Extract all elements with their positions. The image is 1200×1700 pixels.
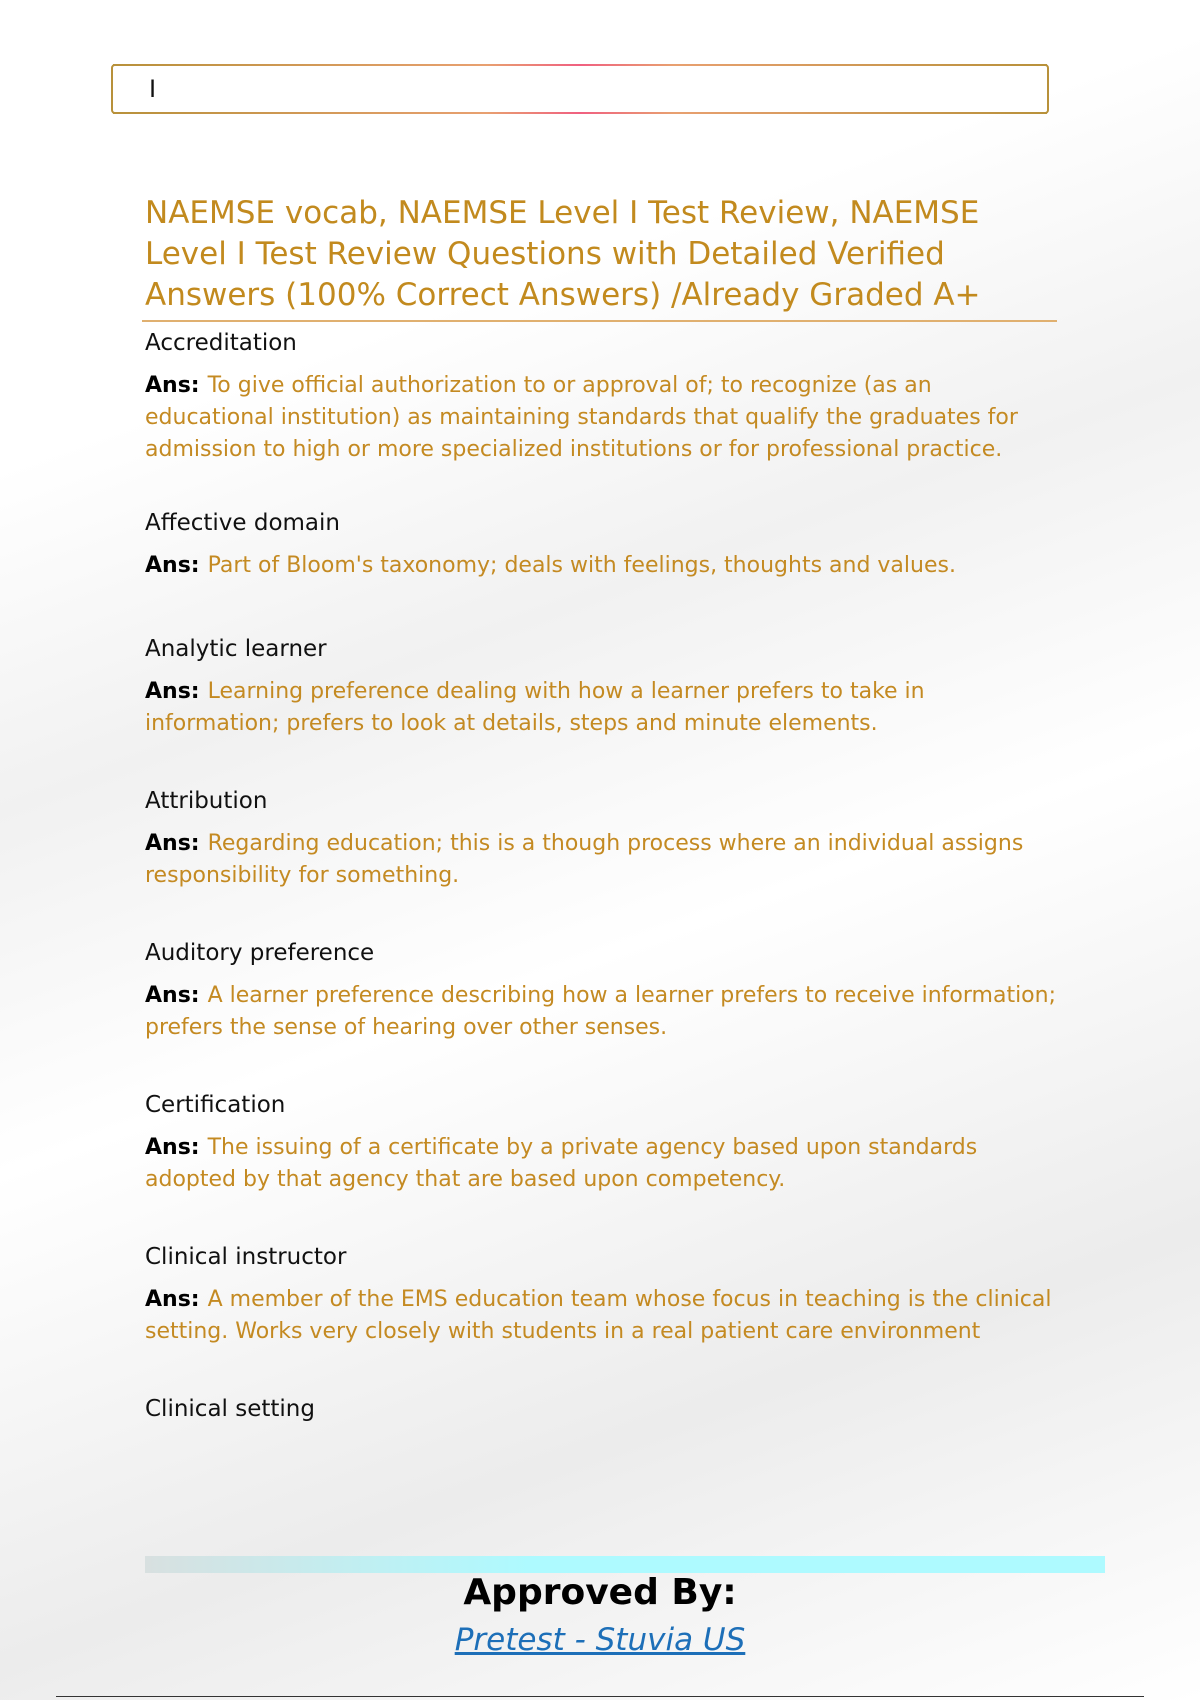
approver-link[interactable]: Pretest - Stuvia US	[454, 1622, 746, 1658]
title-divider	[142, 320, 1057, 322]
ans-label: Ans:	[145, 983, 200, 1008]
qa-item	[145, 1238, 1060, 1348]
document-title: NAEMSE vocab, NAEMSE Level I Test Review, NAEMSE Level I Test Review Questions with Detailed Verified Answers (100% Correct Answers) /Already Graded A+	[145, 195, 981, 313]
answer	[145, 828, 1060, 892]
qa-item	[145, 324, 1060, 466]
answer-text: Part of Bloom's taxonomy; deals with feelings, thoughts and values.	[207, 553, 956, 578]
answer	[145, 370, 1060, 466]
ans-label: Ans:	[145, 679, 200, 704]
answer-text: Regarding education; this is a though process where an individual assigns responsibility for something.	[145, 831, 1024, 888]
qa-item	[145, 782, 1060, 892]
answer	[145, 676, 1060, 740]
answer	[145, 550, 1060, 582]
ans-label: Ans:	[145, 1135, 200, 1160]
answer	[145, 1284, 1060, 1348]
term: Clinical instructor	[145, 1244, 347, 1270]
answer	[145, 980, 1060, 1044]
bottom-divider	[56, 1696, 1144, 1697]
term: Analytic learner	[145, 636, 327, 662]
answer-text: Learning preference dealing with how a learner prefers to take in information; prefers to look at details, steps and minute elements.	[145, 679, 925, 736]
qa-item	[145, 504, 1060, 582]
qa-list	[145, 324, 1060, 1428]
answer	[145, 1132, 1060, 1196]
qa-item	[145, 934, 1060, 1044]
approved-by-label: Approved By:	[463, 1572, 737, 1613]
qa-item	[145, 630, 1060, 740]
answer-text: A learner preference describing how a learner prefers to receive information; prefers the sense of hearing over other senses.	[145, 983, 1057, 1040]
term: Attribution	[145, 788, 268, 814]
term: Auditory preference	[145, 940, 375, 966]
qa-item	[145, 1086, 1060, 1196]
term: Certification	[145, 1092, 286, 1118]
term: Affective domain	[145, 510, 340, 536]
answer-text: The issuing of a certificate by a private agency based upon standards adopted by that agency that are based upon competency.	[145, 1135, 978, 1192]
header-text: I	[149, 75, 157, 103]
qa-item	[145, 1390, 1060, 1428]
ans-label: Ans:	[145, 831, 200, 856]
ans-label: Ans:	[145, 1287, 200, 1312]
answer-text: To give official authorization to or approval of; to recognize (as an educational institution) as maintaining standards that qualify the graduates for admission to high or more specialized institutions or for professional practice.	[145, 373, 1018, 462]
header-box	[111, 64, 1049, 114]
ans-label: Ans:	[145, 373, 200, 398]
term: Accreditation	[145, 330, 297, 356]
term: Clinical setting	[145, 1396, 315, 1422]
footer-bar	[145, 1556, 1105, 1573]
ans-label: Ans:	[145, 553, 200, 578]
answer-text: A member of the EMS education team whose focus in teaching is the clinical setting. Works very closely with students in a real patient care environment	[145, 1287, 1052, 1344]
